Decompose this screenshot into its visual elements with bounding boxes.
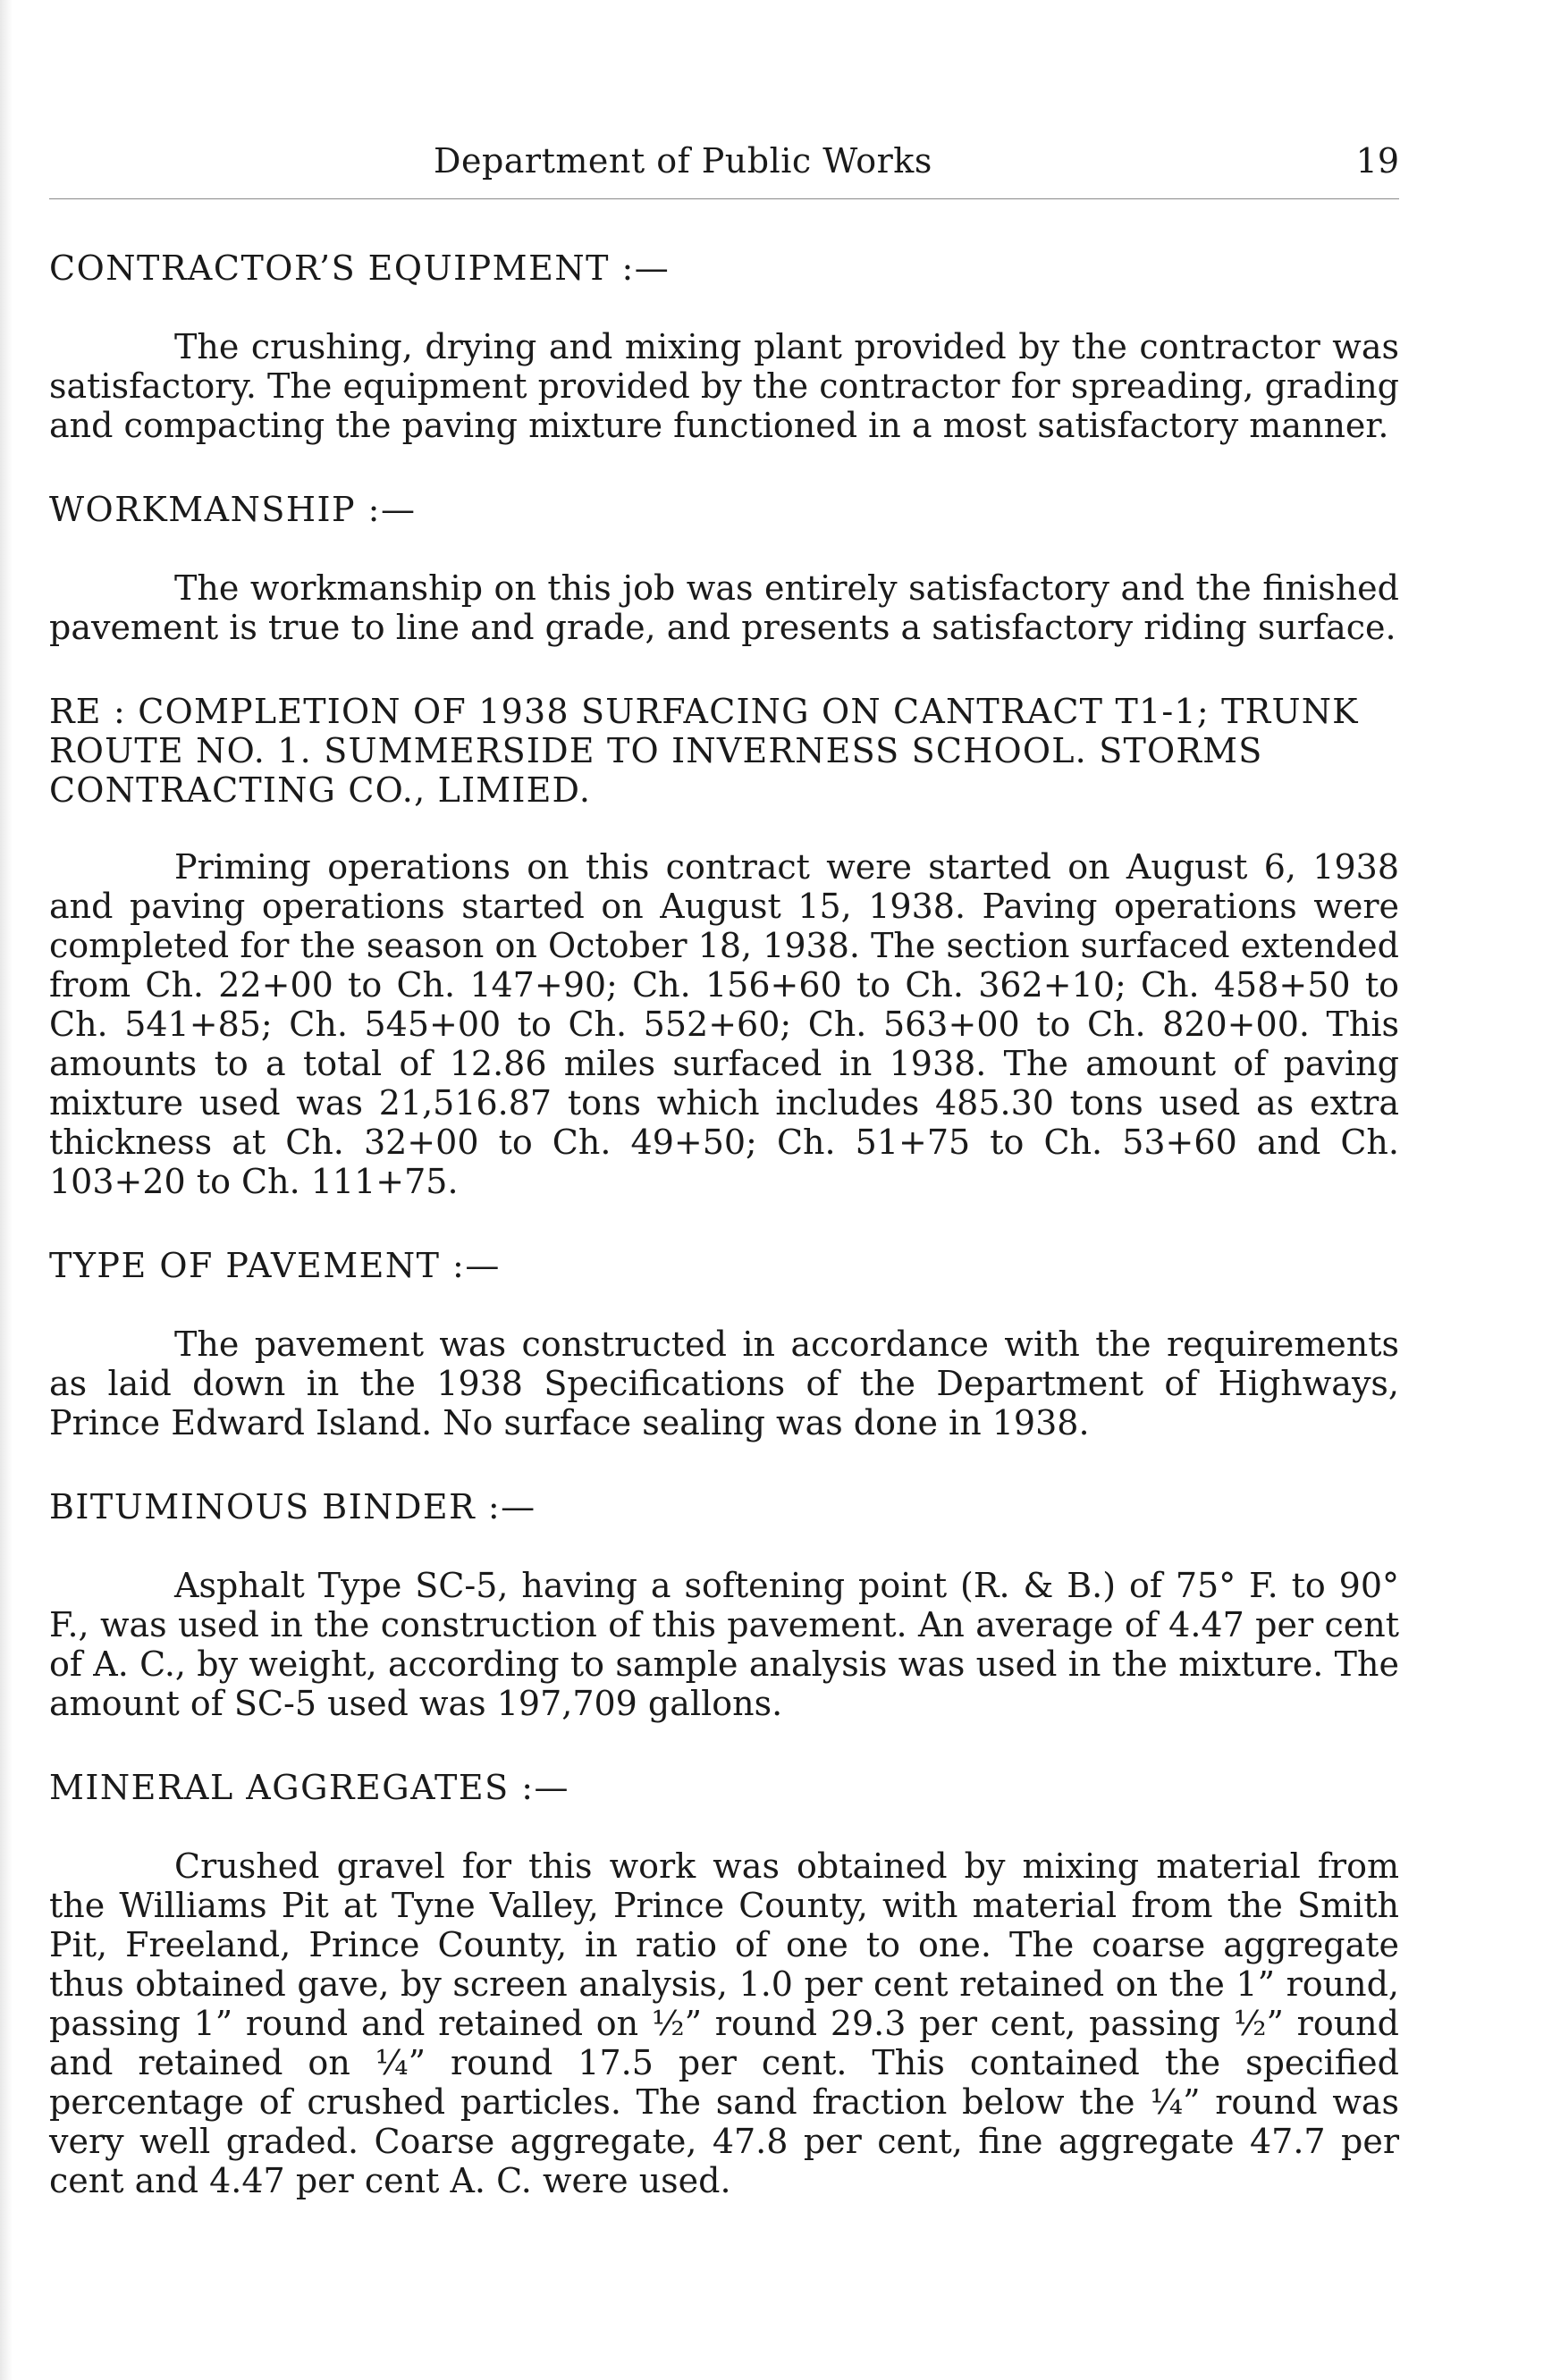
running-title: Department of Public Works [434, 141, 932, 181]
section-heading: BITUMINOUS BINDER :— [49, 1487, 536, 1526]
body-paragraph: Asphalt Type SC-5, having a softening point (R. & B.) of 75° F. to 90° F., was used in the construction of this pavement. An average of 4.47 per cent of A. C., by weight, according to sample analysis was used in the mixture. The amount of SC-5 used was 197,709 gallons. [49, 1566, 1399, 1723]
section-completion-report [49, 692, 1399, 1201]
body-paragraph: The crushing, drying and mixing plant provided by the contractor was satisfactory. The equipment provided by the contractor for spreading, grading and compacting the paving mixture functioned in a most satisfactory manner. [49, 327, 1399, 445]
body-paragraph: Crushed gravel for this work was obtained by mixing material from the Williams Pit at Tyne Valley, Prince County, with material from the Smith Pit, Freeland, Prince County, in ratio of one to one. The coarse aggregate thus obtained gave, by screen analysis, 1.0 per cent retained on the 1” round, passing 1” round and retained on ½” round 29.3 per cent, passing ½” round and retained on ¼” round 17.5 per cent. This contained the specified percentage of crushed particles. The sand fraction below the ¼” round was very well graded. Coarse aggregate, 47.8 per cent, fine aggregate 47.7 per cent and 4.47 per cent A. C. were used. [49, 1846, 1399, 2200]
section-heading: TYPE OF PAVEMENT :— [49, 1246, 501, 1285]
section-heading: WORKMANSHIP :— [49, 490, 417, 529]
section-type-of-pavement [49, 1246, 1399, 1442]
page-spine-shadow [0, 0, 13, 2380]
header-rule [49, 198, 1399, 199]
body-paragraph: The pavement was constructed in accordance with the requirements as laid down in the 1938 Specifications of the Department of Highways, Prince Edward Island. No surface sealing was done in 1938. [49, 1325, 1399, 1442]
section-heading: MINERAL AGGREGATES :— [49, 1768, 569, 1807]
section-contractors-equipment [49, 248, 1399, 445]
page-number: 19 [1355, 141, 1399, 181]
section-workmanship [49, 490, 1399, 647]
body-paragraph: Priming operations on this contract were started on August 6, 1938 and paving operations started on August 15, 1938. Paving operations were completed for the season on October 18, 1938. The section surfaced extended from Ch. 22+00 to Ch. 147+90; Ch. 156+60 to Ch. 362+10; Ch. 458+50 to Ch. 541+85; Ch. 545+00 to Ch. 552+60; Ch. 563+00 to Ch. 820+00. This amounts to a total of 12.86 miles surfaced in 1938. The amount of paving mixture used was 21,516.87 tons which includes 485.30 tons used as extra thickness at Ch. 32+00 to Ch. 49+50; Ch. 51+75 to Ch. 53+60 and Ch. 103+20 to Ch. 111+75. [49, 847, 1399, 1201]
page-content [49, 248, 1399, 2200]
body-paragraph: The workmanship on this job was entirely satisfactory and the finished pavement is true to line and grade, and presents a satisfactory riding surface. [49, 568, 1399, 647]
section-mineral-aggregates [49, 1768, 1399, 2200]
running-header [49, 134, 1399, 197]
contract-heading: RE : COMPLETION OF 1938 SURFACING ON CANTRACT T1-1; TRUNK ROUTE NO. 1. SUMMERSIDE TO INVERNESS SCHOOL. STORMS CONTRACTING CO., LIMIED. [49, 692, 1359, 810]
document-page [49, 134, 1399, 2245]
section-bituminous-binder [49, 1487, 1399, 1723]
section-heading: CONTRACTOR’S EQUIPMENT :— [49, 248, 671, 288]
